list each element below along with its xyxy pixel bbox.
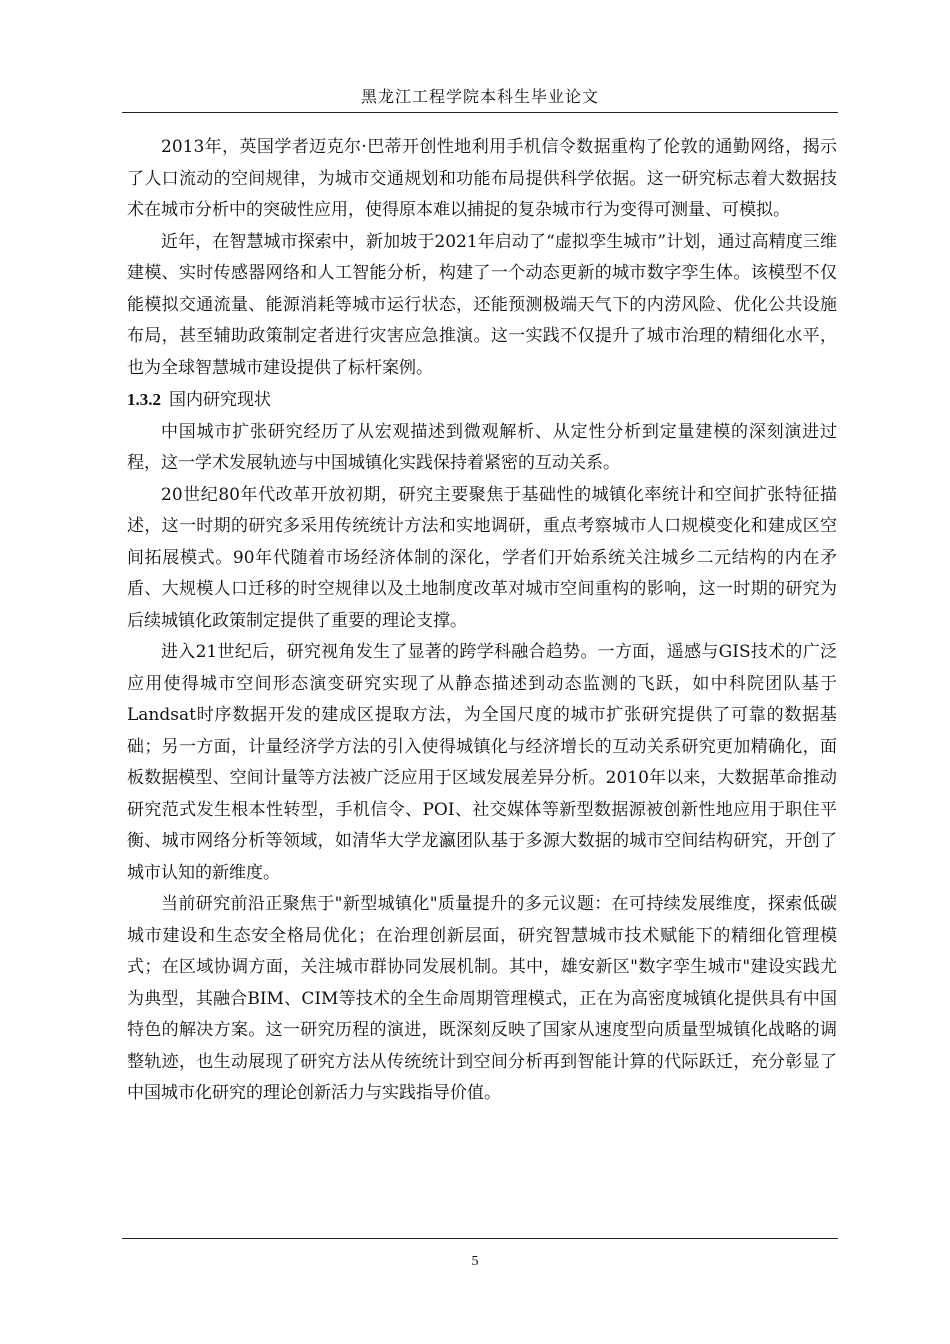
footer-divider: [122, 1238, 838, 1239]
paragraph-batty-london: 2013年，英国学者迈克尔·巴蒂开创性地利用手机信令数据重构了伦敦的通勤网络，揭示了人口流动的空间规律，为城市交通规划和功能布局提供科学依据。这一研究标志着大数据技术在城市分析中的突破性应用，使得原本难以捕捉的复杂城市行为变得可测量、可模拟。: [127, 137, 837, 220]
paragraph-21st-century: 进入21世纪后，研究视角发生了显著的跨学科融合趋势。一方面，遥感与GIS技术的广泛应用使得城市空间形态演变研究实现了从静态描述到动态监测的飞跃，如中科院团队基于Landsat时序数据开发的建成区提取方法，为全国尺度的城市扩张研究提供了可靠的数据基础；另一方面，计量经济学方法的引入使得城镇化与经济增长的互动关系研究更加精确化，面板数据模型、空间计量等方法被广泛应用于区域发展差异分析。2010年以来，大数据革命推动研究范式发生根本性转型，手机信令、POI、社交媒体等新型数据源被创新性地应用于职住平衡、城市网络分析等领域，如清华大学龙瀛团队基于多源大数据的城市空间结构研究，开创了城市认知的新维度。: [127, 642, 837, 883]
section-number: 1.3.2: [127, 390, 161, 409]
paragraph-singapore-twin: 近年，在智慧城市探索中，新加坡于2021年启动了“虚拟孪生城市”计划，通过高精度三维建模、实时传感器网络和人工智能分析，构建了一个动态更新的城市数字孪生体。该模型不仅能模拟交通流量、能源消耗等城市运行状态，还能预测极端天气下的内涝风险、优化公共设施布局，甚至辅助政策制定者进行灾害应急推演。这一实践不仅提升了城市治理的精细化水平，也为全球智慧城市建设提供了标杆案例。: [127, 231, 837, 378]
paragraph-domestic-overview: 中国城市扩张研究经历了从宏观描述到微观解析、从定性分析到定量建模的深刻演进过程，这一学术发展轨迹与中国城镇化实践保持着紧密的互动关系。: [127, 421, 837, 473]
paragraph-1980s-1990s: 20世纪80年代改革开放初期，研究主要聚焦于基础性的城镇化率统计和空间扩张特征描述，这一时期的研究多采用传统统计方法和实地调研，重点考察城市人口规模变化和建成区空间拓展模式。90年代随着市场经济体制的深化，学者们开始系统关注城乡二元结构的内在矛盾、大规模人口迁移的时空规律以及土地制度改革对城市空间重构的影响，这一时期的研究为后续城镇化政策制定提供了重要的理论支撑。: [127, 484, 837, 631]
page-body: [127, 132, 837, 1110]
running-header: 黑龙江工程学院本科生毕业论文: [360, 87, 599, 106]
section-heading: [127, 384, 837, 417]
page-number: 5: [471, 1254, 479, 1269]
section-title: 国内研究现状: [169, 390, 271, 410]
paragraph-current-frontier: 当前研究前沿正聚焦于"新型城镇化"质量提升的多元议题：在可持续发展维度，探索低碳城市建设和生态安全格局优化；在治理创新层面，研究智慧城市技术赋能下的精细化管理模式；在区域协调方面，关注城市群协同发展机制。其中，雄安新区"数字孪生城市"建设实践尤为典型，其融合BIM、CIM等技术的全生命周期管理模式，正在为高密度城镇化提供具有中国特色的解决方案。这一研究历程的演进，既深刻反映了国家从速度型向质量型城镇化战略的调整轨迹，也生动展现了研究方法从传统统计到空间分析再到智能计算的代际跃迁，充分彰显了中国城市化研究的理论创新活力与实践指导价值。: [127, 894, 837, 1103]
header-divider: [122, 112, 838, 113]
